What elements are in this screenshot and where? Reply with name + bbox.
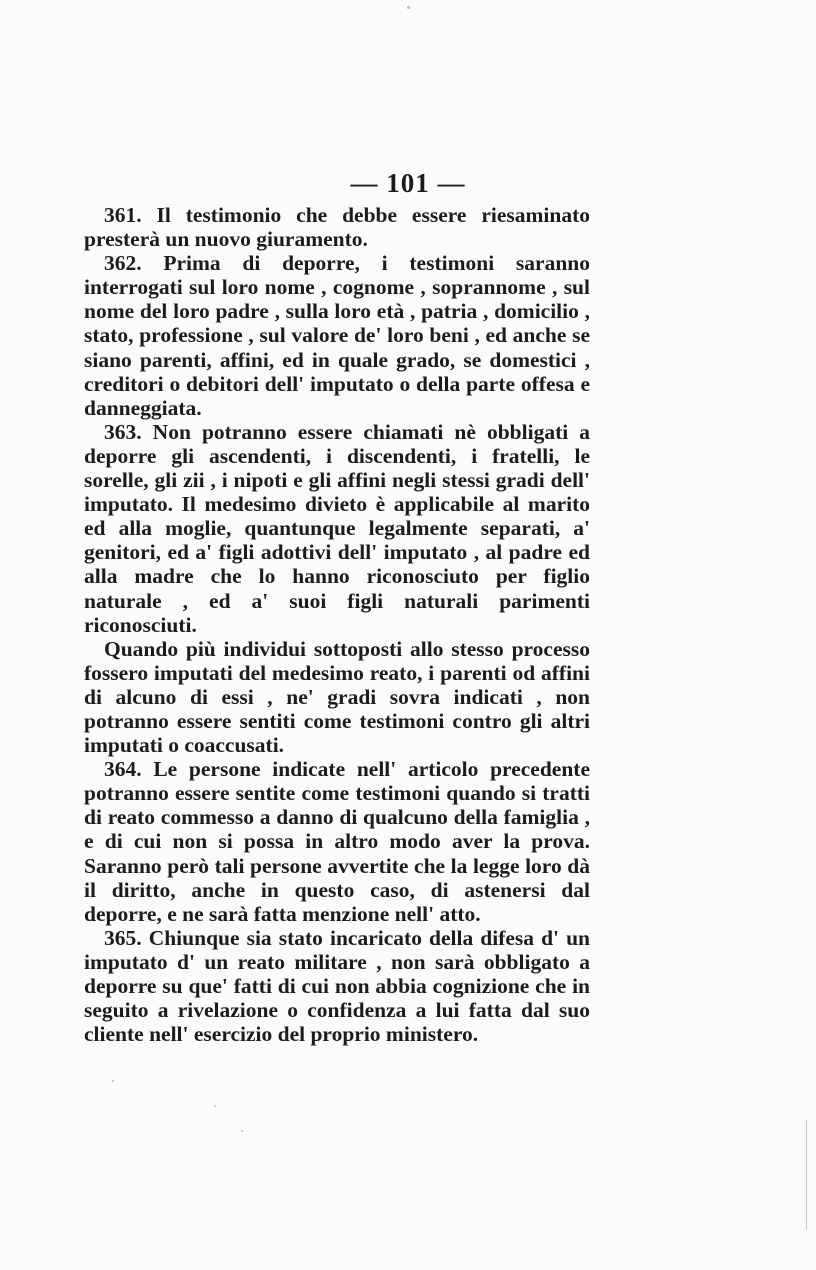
article-body: Quando più individui sottoposti allo stesso processo fossero imputati del medesimo reato, i parenti od affini di alcuno di essi , ne' gradi sovra indicati , non potranno essere sentiti come testimoni contro gli altri imputati o coaccusati. — [84, 636, 590, 758]
page-number: — 101 — — [350, 168, 466, 198]
scan-speck — [214, 1105, 216, 1107]
article-number: 363. — [104, 419, 142, 444]
article-body: Non potranno essere chiamati nè obbligati a deporre gli ascendenti, i discendenti, i fratelli, le sorelle, gli zii , i nipoti e gli affini negli stessi gradi dell' imputato. Il medesimo divieto è applicabile al marito ed alla moglie, quantunque legalmente separati, a' genitori, ed a' figli adottivi dell' imputato , al padre ed alla madre che lo hanno riconosciuto per figlio naturale , ed a' suoi figli naturali parimenti riconosciuti. — [84, 419, 590, 637]
scan-speck — [241, 1130, 243, 1132]
article-361 — [84, 203, 590, 251]
article-364 — [84, 757, 590, 926]
article-body: Il testimonio che debbe essere riesaminato presterà un nuovo giuramento. — [84, 203, 590, 252]
scan-speck — [407, 6, 410, 9]
article-number: 364. — [104, 757, 142, 782]
article-number: 362. — [104, 251, 142, 276]
page-edge-shadow — [806, 1120, 807, 1230]
article-363-continuation — [84, 637, 590, 757]
article-text-block — [84, 203, 590, 1046]
article-body: Prima di deporre, i testimoni saranno interrogati sul loro nome , cognome , soprannome , sul nome del loro padre , sulla loro età , patria , domicilio , stato, professione , sul valore de' loro beni , ed anche se siano parenti, affini, ed in quale grado, se domestici , creditori o debitori dell' imputato o della parte offesa e danneggiata. — [84, 251, 590, 420]
scan-speck — [112, 1080, 114, 1082]
article-363 — [84, 420, 590, 637]
article-365 — [84, 926, 590, 1046]
article-body: Chiunque sia stato incaricato della difesa d' un imputato d' un reato militare , non sarà obbligato a deporre su que' fatti di cui non abbia cognizione che in seguito a rivelazione o confidenza a lui fatta dal suo cliente nell' esercizio del proprio ministero. — [84, 925, 590, 1047]
article-body: Le persone indicate nell' articolo precedente potranno essere sentite come testimoni quando si tratti di reato commesso a danno di qualcuno della famiglia , e di cui non si possa in altro modo aver la prova. Saranno però tali persone avvertite che la legge loro dà il diritto, anche in questo caso, di astenersi dal deporre, e ne sarà fatta menzione nell' atto. — [84, 757, 590, 926]
article-number: 361. — [104, 203, 142, 227]
article-number: 365. — [104, 925, 142, 950]
article-362 — [84, 251, 590, 420]
